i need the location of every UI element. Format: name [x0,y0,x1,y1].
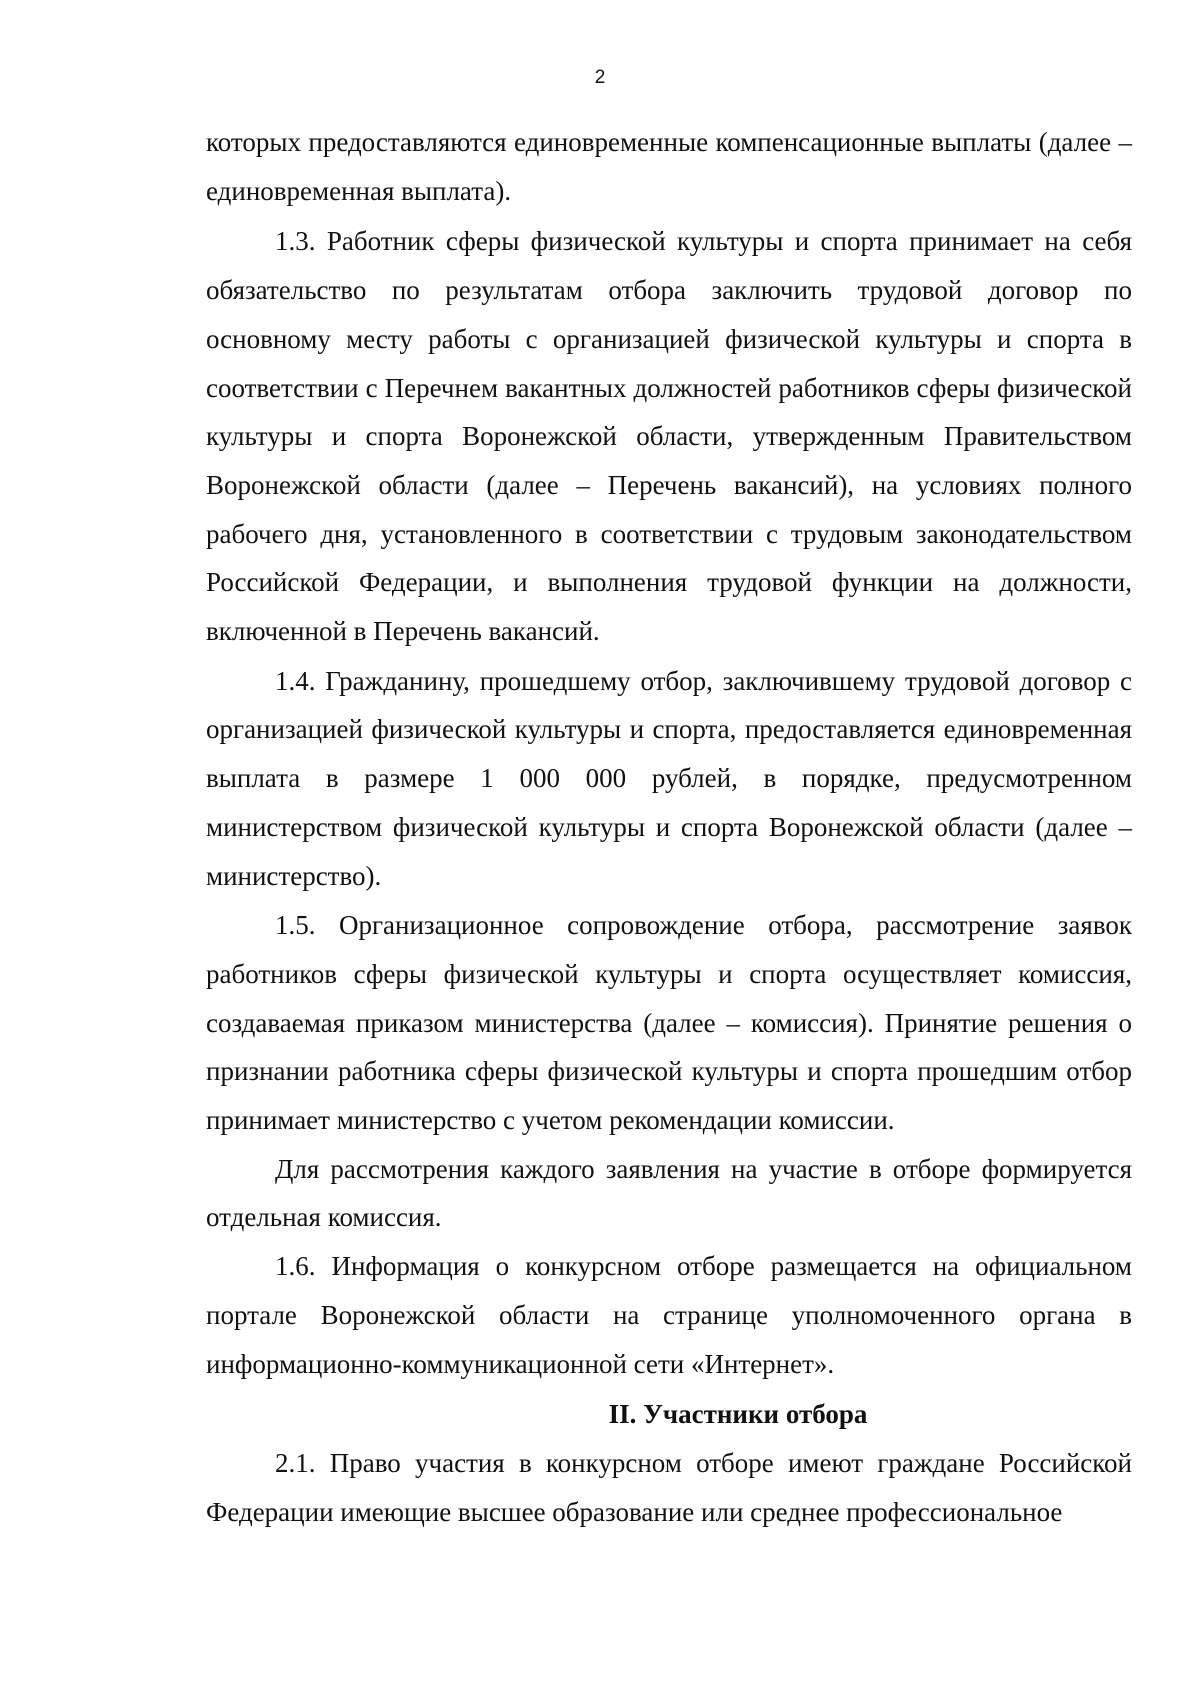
paragraph-continuation: которых предоставляются единовременные компенсационные выплаты (далее – единовременная выплата). [206,127,1132,206]
section-heading: II. Участники отбора [608,1399,868,1430]
paragraph-1-3: 1.3. Работник сферы физической культуры и спорта принимает на себя обязательство по результатам отбора заключить трудовой договор по основному месту работы с организацией физической культуры и спорта в соответствии с Перечнем вакантных должностей работников сферы физической культуры и спорта Воронежской области, утвержденным Правительством Воронежской области (далее – Перечень вакансий), на условиях полного рабочего дня, установленного в соответствии с трудовым законодательством Российской Федерации, и выполнения трудовой функции на должности, включенной в Перечень вакансий. [206,226,1132,647]
paragraph-2-1: 2.1. Право участия в конкурсном отборе имеют граждане Российской Федерации имеющие высшее образование или среднее профессиональное [206,1447,1132,1527]
paragraph-commission-note: Для рассмотрения каждого заявления на участие в отборе формируется отдельная комиссия. [206,1153,1132,1233]
paragraph-1-5: 1.5. Организационное сопровождение отбора, рассмотрение заявок работников сферы физической культуры и спорта осуществляет комиссия, создаваемая приказом министерства (далее – комиссия). Принятие решения о признании работника сферы физической культуры и спорта прошедшим отбор принимает министерство с учетом рекомендации комиссии. [206,910,1132,1136]
paragraph-1-6: 1.6. Информация о конкурсном отборе размещается на официальном портале Воронежской области на странице уполномоченного органа в информационно-коммуникационной сети «Интернет». [206,1251,1132,1379]
paragraph-1-4: 1.4. Гражданину, прошедшему отбор, заключившему трудовой договор с организацией физической культуры и спорта, предоставляется единовременная выплата в размере 1 000 000 рублей, в порядке, предусмотренном министерством физической культуры и спорта Воронежской области (далее – министерство). [206,665,1132,891]
document-body [206,118,1132,1536]
page-number: 2 [594,67,606,88]
